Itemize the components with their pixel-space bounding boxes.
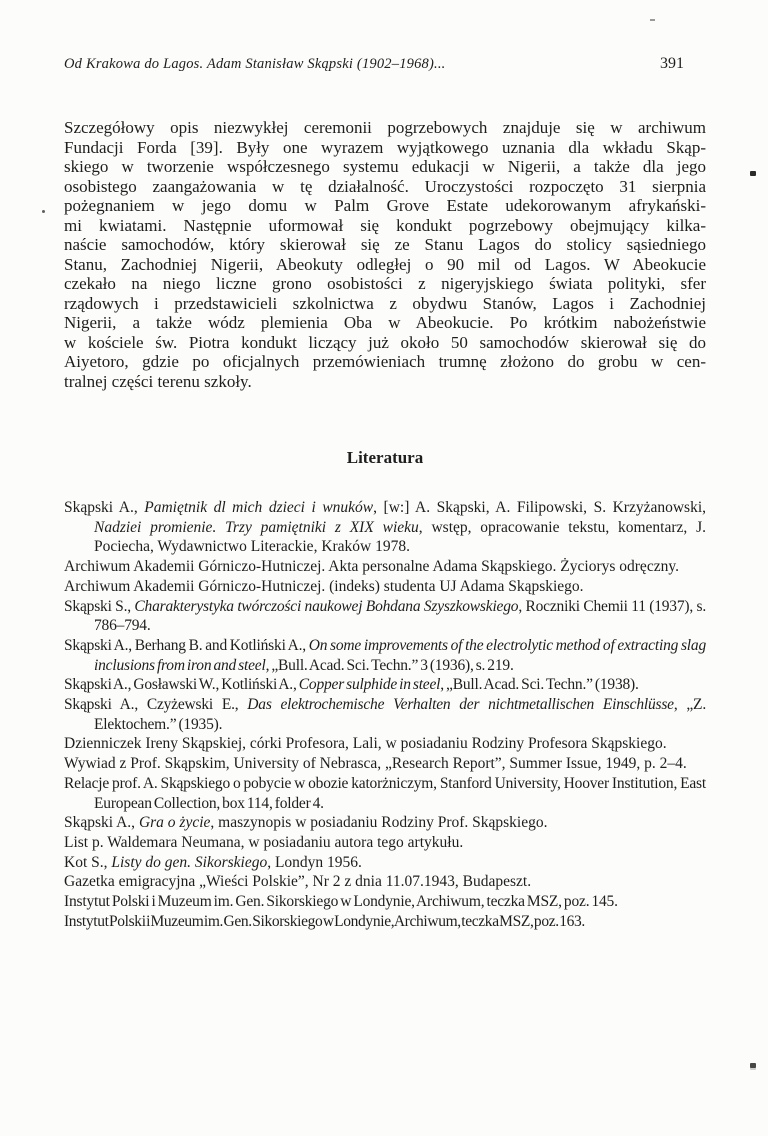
paragraph-line: Stanu, Zachodniej Nigerii, Abeokuty odległej o 90 mil od Lagos. W Abeokucie (64, 254, 706, 274)
bibliography-entry: Skąpski A., Gra o życie, maszynopis w posiadaniu Rodziny Prof. Skąpskiego. (64, 814, 548, 832)
paragraph-line: mi kwiatami. Następnie uformował się kondukt pogrzebowy obejmujący kilka- (64, 215, 706, 235)
page-number: 391 (660, 55, 684, 72)
running-header (64, 55, 706, 73)
running-title: Od Krakowa do Lagos. Adam Stanisław Skąpski (1902–1968)... (64, 56, 446, 72)
bibliography-entry: Wywiad z Prof. Skąpskim, University of Nebrasca, „Research Report”, Summer Issue, 1949, p. 2–4. (64, 755, 687, 773)
paragraph-line: czekało na niego liczne grono osobistości z nigeryjskiego świata polityki, sfer (64, 274, 706, 293)
bibliography-entry: Skąpski A., Pamiętnik dl mich dzieci i wnuków, [w:] A. Skąpski, A. Filipowski, S. Krzyżanowski, Nadziei promienie. Trzy pamiętniki z XIX wieku, wstęp, opracowanie tekstu, komentarz, J. Pociecha, Wydawnictwo Literackie, Kraków 1978. (64, 499, 707, 556)
scan-speck (650, 19, 655, 21)
bibliography-entry: Archiwum Akademii Górniczo-Hutniczej. Akta personalne Adama Skąpskiego. Życiorys odręczny. (64, 558, 679, 576)
paragraph-line: rządowych i przedstawicieli szkolnictwa z obydwu Stanów, Lagos i Zachodniej (64, 293, 706, 313)
paragraph-line: naście samochodów, który skierował się ze Stanu Lagos do stolicy sąsiedniego (64, 235, 706, 254)
paragraph-line: Nigerii, a także wódz plemienia Oba w Abeokucie. Po krótkim nabożeństwie (64, 313, 706, 332)
paragraph-line: w kościele św. Piotra kondukt liczący już około 50 samochodów skierował się do (64, 332, 706, 352)
bibliography-entry: List p. Waldemara Neumana, w posiadaniu autora tego artykułu. (64, 833, 464, 851)
paragraph-line: osobistego zaangażowania w tę działalność. Uroczystości rozpoczęto 31 sierpnia (64, 176, 706, 196)
bibliography-entry: Gazetka emigracyjna „Wieści Polskie”, Nr 2 z dnia 11.07.1943, Budapeszt. (64, 873, 532, 891)
bibliography-entry: Skąpski A., Berhang B. and Kotliński A., On some improvements of the electrolytic method of extracting slag inclusions from iron and steel, „Bull. Acad. Sci. Techn.” 3 (1936), s. 219. (64, 636, 706, 674)
bibliography-entry: Skąpski S., Charakterystyka twórczości naukowej Bohdana Szyszkowskiego, Roczniki Chemii 11 (1937), s. 786–794. (64, 597, 707, 635)
bibliography-entry: Kot S., Listy do gen. Sikorskiego, Londyn 1956. (64, 853, 362, 871)
scan-speck (750, 1063, 756, 1068)
body-paragraph (64, 118, 706, 391)
bibliography-entry: Instytut Polski i Muzeum im. Gen. Sikorskiego w Londynie, Archiwum, teczka MSZ, poz. 163. (64, 912, 585, 930)
bibliography-entry: Skąpski A., Gosławski W., Kotliński A., Copper sulphide in steel, „Bull. Acad. Sci. Techn.” (1938). (64, 676, 639, 694)
paragraph-line: pożegnaniem w jego domu w Palm Grove Estate udekorowanym afrykański- (64, 196, 706, 215)
bibliography-entry: Archiwum Akademii Górniczo-Hutniczej. (indeks) studenta UJ Adama Skąpskiego. (64, 577, 584, 595)
bibliography-list (64, 498, 706, 931)
bibliography-entry: Instytut Polski i Muzeum im. Gen. Sikorskiego w Londynie, Archiwum, teczka MSZ, poz. 145. (64, 893, 618, 911)
bibliography-entry: Dzienniczek Ireny Skąpskiej, córki Profesora, Lali, w posiadaniu Rodziny Profesora Skąpskiego. (64, 735, 667, 753)
paragraph-line: Aiyetoro, gdzie po oficjalnych przemówieniach trumnę złożono do grobu w cen- (64, 352, 706, 371)
bibliography-entry: Skąpski A., Czyżewski E., Das elektrochemische Verhalten der nichtmetallischen Einschlüsse, „Z. Elektochem.” (1935). (64, 696, 706, 733)
paragraph-line: tralnej części terenu szkoły. (64, 371, 252, 391)
bibliography-entry: Relacje prof. A. Skąpskiego o pobycie w obozie katorżniczym, Stanford University, Hoover Institution, East European Collection, box 114, folder 4. (64, 774, 706, 812)
paragraph-line: skiego w tworzenie współczesnego systemu edukacji w Nigerii, a także dla jego (64, 157, 706, 176)
section-heading: Literatura (346, 448, 424, 467)
scan-speck (42, 210, 45, 213)
paragraph-line: Szczegółowy opis niezwykłej ceremonii pogrzebowych znajduje się w archiwum (64, 118, 706, 137)
scan-speck (750, 171, 756, 176)
paragraph-line: Fundacji Forda [39]. Były one wyrazem wyjątkowego uznania dla wkładu Skąp- (64, 137, 706, 157)
